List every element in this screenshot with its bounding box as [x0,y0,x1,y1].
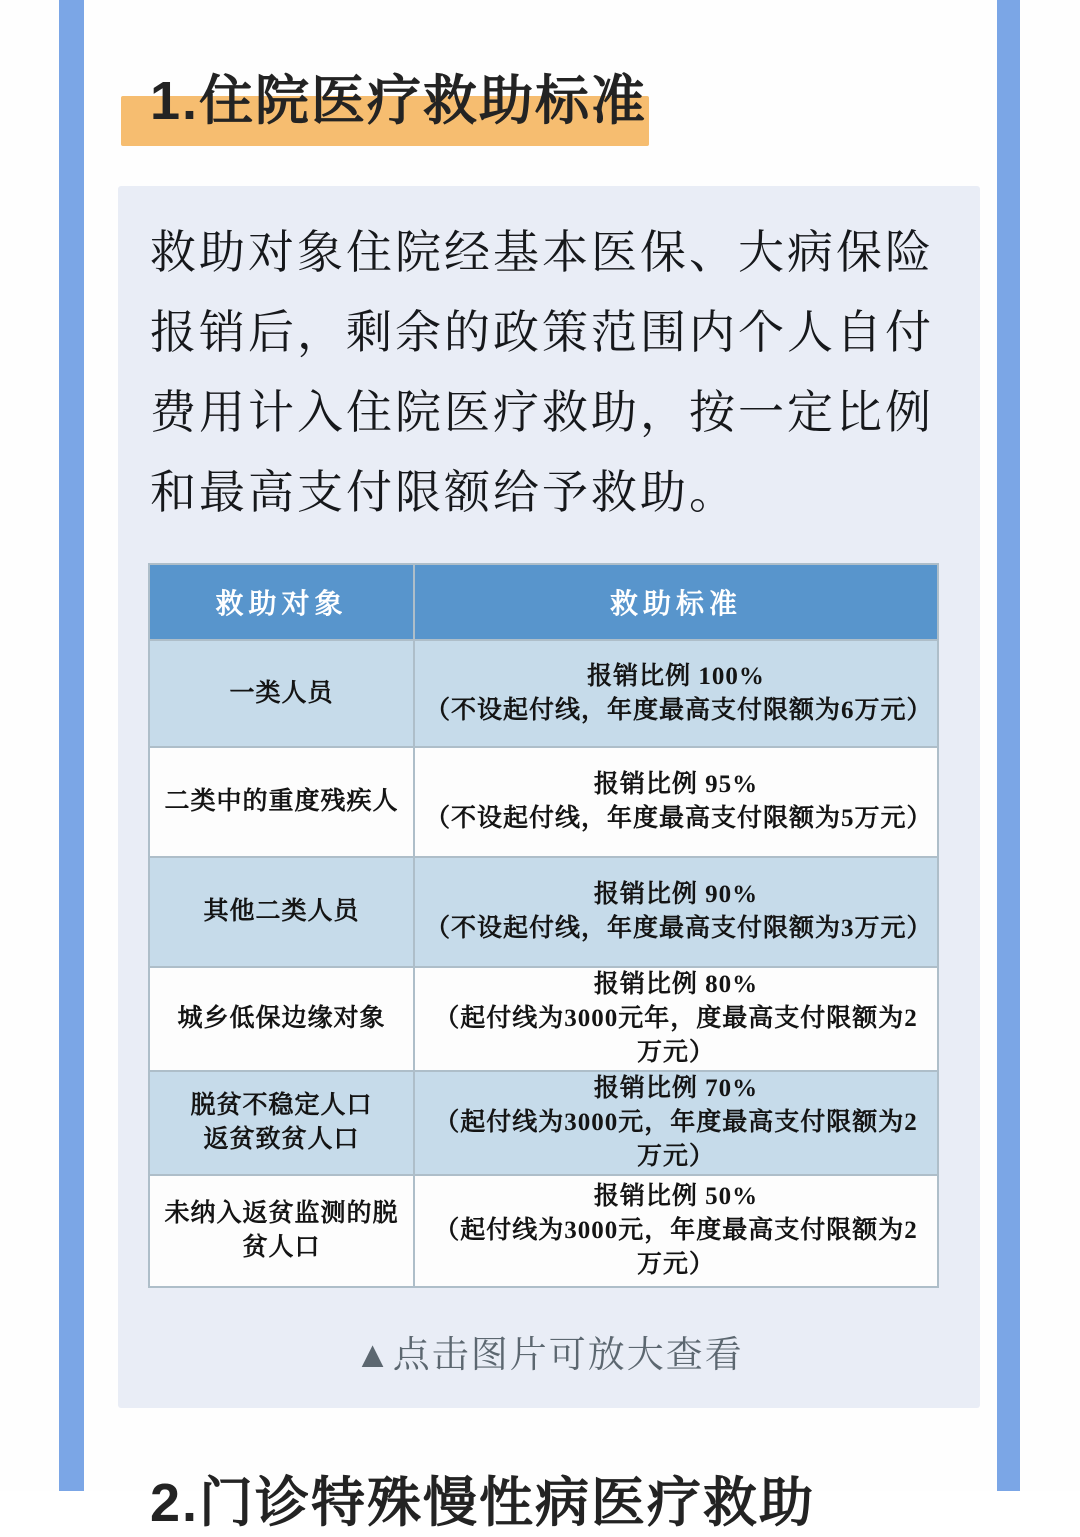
cell-standard [414,967,938,1071]
ratio-text: 报销比例 90% [593,881,759,908]
cell-standard [414,857,938,967]
cell-standard [414,1071,938,1175]
target-text: 其他二类人员 [203,898,360,925]
detail-text: （不设起付线，年度最高支付限额为5万元） [425,805,933,832]
table-header-row [149,564,938,640]
cell-target [149,1071,414,1175]
table-row [149,1071,938,1175]
detail-text: （起付线为3000元，年度最高支付限额为2万元） [434,1109,918,1170]
intro-paragraph: 救助对象住院经基本医保、大病保险报销后，剩余的政策范围内个人自付费用计入住院医疗救助，按一定比例和最高支付限额给予救助。 [150,226,934,518]
table-row [149,747,938,857]
ratio-text: 报销比例 100% [587,662,765,690]
right-border-bar [997,0,1020,1491]
column-header-target: 救助对象 [149,564,414,640]
cell-target [149,967,414,1071]
table-row [149,1175,938,1287]
target-text: 一类人员 [229,679,334,707]
target-text-line2: 返贫致贫人口 [203,1126,360,1153]
target-text: 脱贫不稳定人口 [190,1092,373,1119]
table-row [149,640,938,747]
detail-text: （起付线为3000元，年度最高支付限额为2万元） [434,1217,918,1278]
cell-target [149,640,414,747]
content-panel [118,186,980,1408]
assistance-table[interactable] [148,563,939,1288]
ratio-text: 报销比例 80% [593,971,759,998]
cell-target [149,857,414,967]
ratio-text: 报销比例 50% [593,1183,759,1210]
detail-text: （起付线为3000元年，度最高支付限额为2万元） [434,1005,918,1066]
target-text: 未纳入返贫监测的脱贫人口 [164,1200,399,1261]
cell-target [149,1175,414,1287]
cell-standard [414,640,938,747]
cell-target [149,747,414,857]
ratio-text: 报销比例 70% [593,1075,759,1102]
cell-standard [414,747,938,857]
detail-text: （不设起付线，年度最高支付限额为3万元） [425,915,933,942]
section2-title: 2.门诊特殊慢性病医疗救助 [150,1473,816,1533]
target-text: 二类中的重度残疾人 [164,788,399,815]
table-row [149,857,938,967]
section1-title: 1.住院医疗救助标准 [150,71,648,131]
column-header-standard: 救助标准 [414,564,938,640]
target-text: 城乡低保边缘对象 [177,1005,386,1032]
ratio-text: 报销比例 95% [593,771,759,798]
detail-text: （不设起付线，年度最高支付限额为6万元） [425,696,933,724]
table-row [149,967,938,1071]
cell-standard [414,1175,938,1287]
left-border-bar [59,0,84,1491]
zoom-hint-caption: ▲点击图片可放大查看 [354,1334,744,1375]
